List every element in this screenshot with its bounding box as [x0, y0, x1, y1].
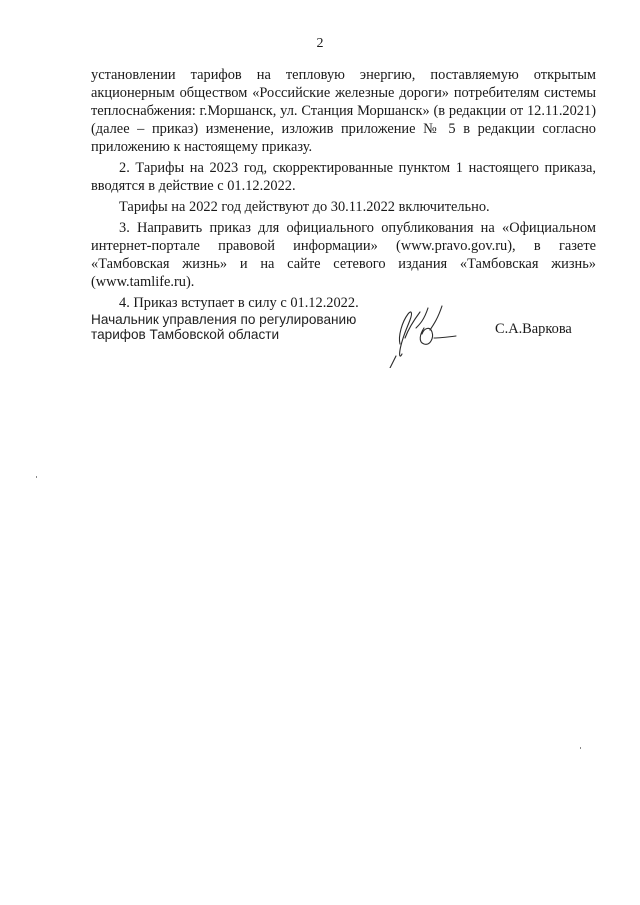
paragraph-1: установлении тарифов на тепловую энергию, поставляемую открытым акционерным обществом «Российские железные дороги» потребителям системы теплоснабжения: г.Моршанск, ул. Станция Моршанск» (в редакции от 12.11.2021) (далее – приказ) изменение, изложив приложение № 5 в редакции согласно приложению к настоящему приказу. [91, 67, 596, 155]
paragraph-2: 2. Тарифы на 2023 год, скорректированные пунктом 1 настоящего приказа, вводятся в действие с 01.12.2022. [91, 160, 596, 194]
signatory-title-line-1: Начальник управления по регулированию [91, 312, 357, 327]
paragraph-5: 4. Приказ вступает в силу с 01.12.2022. [119, 295, 359, 311]
scan-speck [580, 747, 581, 749]
document-body [91, 66, 596, 312]
page-number: 2 [316, 36, 324, 51]
scan-speck [36, 476, 37, 478]
signatory-title [91, 312, 356, 342]
signatory-name: С.А.Варкова [495, 321, 572, 337]
paragraph-4: 3. Направить приказ для официального опубликования на «Официальном интернет-портале правовой информации» (www.pravo.gov.ru), в газете «Тамбовская жизнь» и на сайте сетевого издания «Тамбовская жизнь» (www.tamlife.ru). [91, 220, 596, 290]
paragraph-3: Тарифы на 2022 год действуют до 30.11.2022 включительно. [119, 199, 490, 215]
handwritten-signature [378, 298, 468, 368]
signature-block [91, 308, 596, 378]
signatory-title-line-2: тарифов Тамбовской области [91, 327, 280, 342]
